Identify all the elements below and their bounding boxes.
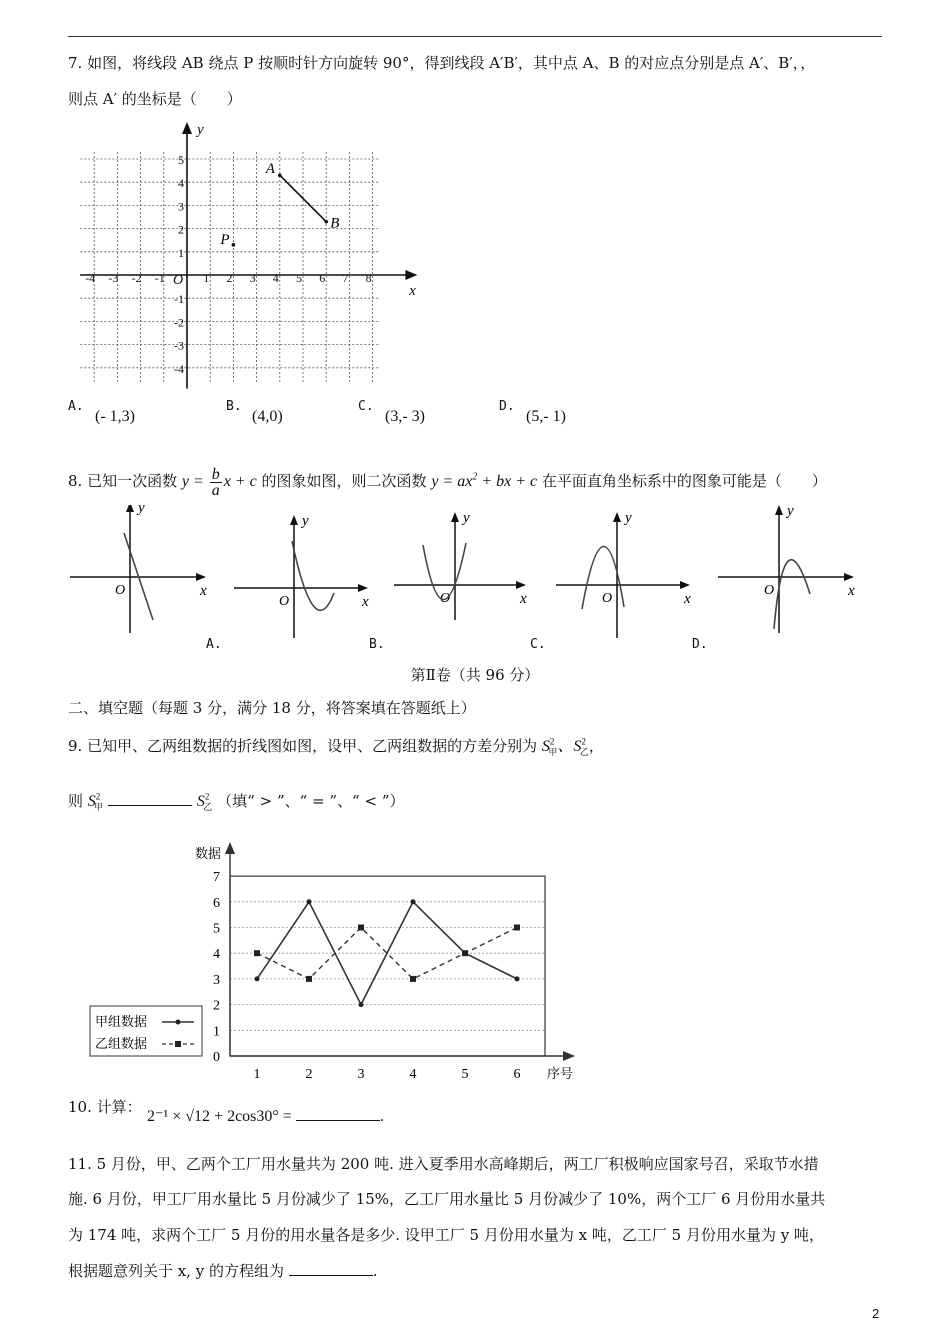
q8-function-curve bbox=[292, 541, 334, 610]
chart-y-arrow bbox=[225, 842, 235, 854]
q7-option-a-value: (- 1,3) bbox=[95, 408, 135, 425]
section-title: 第Ⅱ卷（共 96 分） bbox=[410, 666, 540, 684]
chart-legend bbox=[90, 1006, 202, 1056]
q8-x-label: x bbox=[520, 591, 527, 607]
x-tick-label: 1 bbox=[203, 270, 210, 285]
x-tick-label: 5 bbox=[296, 270, 302, 285]
legend-label-jia: 甲组数据 bbox=[95, 1014, 148, 1029]
q8-graph-1 bbox=[234, 513, 369, 638]
q8-y-axis-arrow bbox=[126, 505, 134, 512]
x-tick-label: 2 bbox=[226, 270, 233, 285]
q8-origin-label: O bbox=[440, 591, 451, 606]
y-tick-label: 5 bbox=[178, 153, 184, 167]
q8-option-a-key: A. bbox=[206, 637, 222, 652]
series-jia-point bbox=[255, 976, 260, 981]
q9-line-chart bbox=[62, 840, 592, 1085]
x-axis-label: x bbox=[409, 283, 416, 299]
chart-y-tick: 2 bbox=[213, 998, 220, 1014]
q7-option-c-key: C. bbox=[358, 399, 374, 414]
legend-marker-yi bbox=[175, 1041, 181, 1047]
x-tick-label: -2 bbox=[131, 270, 142, 285]
q8-option-d-key: D. bbox=[692, 637, 708, 652]
series-jia-point bbox=[411, 899, 416, 904]
q11-answer-blank[interactable] bbox=[289, 1275, 373, 1276]
q8-y-label: y bbox=[302, 513, 309, 529]
series-yi-point bbox=[514, 925, 520, 931]
q7-line1: 7. 如图，将线段 AB 绕点 P 按顺时针方向旋转 90°，得到线段 A′B′，其中点 A、B 的对应点分别是点 A′、B′，， bbox=[68, 54, 816, 72]
q8-y-axis-arrow bbox=[290, 515, 298, 525]
series-jia-point bbox=[515, 976, 520, 981]
q8-option-b bbox=[369, 634, 385, 652]
chart-y-tick: 7 bbox=[213, 870, 220, 886]
q8-graphs-row bbox=[68, 505, 888, 655]
q7-option-b-key: B. bbox=[226, 399, 242, 414]
x-tick-label: 4 bbox=[272, 270, 279, 285]
q8-option-c bbox=[530, 634, 546, 652]
y-tick-label: 1 bbox=[178, 245, 184, 260]
point-label-p: P bbox=[220, 231, 230, 248]
q8-origin-label: O bbox=[279, 594, 290, 609]
chart-y-tick: 1 bbox=[213, 1024, 220, 1040]
q11-line4-text: 根据题意列关于 x, y 的方程组为 bbox=[68, 1262, 285, 1280]
q8-line bbox=[68, 467, 827, 498]
q8-post: 在平面直角坐标系中的图象可能是（ ） bbox=[541, 472, 827, 491]
q11-line3: 为 174 吨，求两个工厂 5 月份的用水量各是多少. 设甲工厂 5 月份用水量为 x 吨，乙工厂 5 月份用水量为 y 吨， bbox=[68, 1226, 824, 1244]
q8-origin-label: O bbox=[115, 583, 126, 598]
q8-y-label: y bbox=[787, 505, 794, 519]
q10-end: . bbox=[379, 1108, 384, 1125]
q7-option-d-value: (5,- 1) bbox=[526, 408, 566, 425]
series-yi-point bbox=[358, 925, 364, 931]
q8-graphs bbox=[68, 505, 888, 655]
chart-y-tick: 0 bbox=[213, 1050, 220, 1065]
x-tick-label: -3 bbox=[108, 270, 119, 285]
q8-x-label: x bbox=[684, 591, 691, 607]
q8-frac-num: b bbox=[211, 466, 220, 483]
q8-quadratic-func: $y = ax^2$ + bx + c bbox=[431, 471, 538, 491]
q8-frac-den: a bbox=[211, 482, 220, 499]
q8-graph-3 bbox=[556, 510, 691, 638]
y-axis-arrow bbox=[182, 122, 192, 134]
q8-x-axis-arrow bbox=[680, 581, 690, 589]
q11-end: . bbox=[372, 1262, 378, 1280]
q8-mid: 的图象如图，则二次函数 bbox=[261, 472, 432, 491]
q10-label: 10. 计算： bbox=[68, 1098, 142, 1116]
y-tick-label: -4 bbox=[174, 361, 184, 376]
chart-y-tick: 3 bbox=[213, 972, 220, 988]
q8-option-b-key: B. bbox=[369, 637, 385, 652]
chart-y-tick: 6 bbox=[213, 895, 220, 911]
q8-option-c-key: C. bbox=[530, 637, 546, 652]
q10-expression bbox=[147, 1106, 384, 1126]
q8-graph-2 bbox=[394, 510, 527, 620]
q7-option-c-value: (3,- 3) bbox=[385, 408, 425, 425]
section-2-heading: 二、填空题（每题 3 分，满分 18 分，将答案填在答题纸上） bbox=[68, 699, 476, 717]
q8-origin-label: O bbox=[764, 583, 775, 598]
q8-graph-0 bbox=[70, 505, 207, 633]
point-p bbox=[232, 243, 236, 247]
segment-ab bbox=[280, 175, 326, 221]
chart-x-tick: 3 bbox=[357, 1067, 365, 1082]
series-yi-point bbox=[306, 976, 312, 982]
q9-line2-pre: 则 bbox=[68, 792, 84, 810]
y-axis-label: y bbox=[197, 122, 204, 138]
q8-option-a bbox=[206, 634, 222, 652]
q11-line1: 11. 5 月份，甲、乙两个工厂用水量共为 200 吨. 进入夏季用水高峰期后，两工厂积极响应国家号召，采取节水措 bbox=[68, 1155, 819, 1173]
page-number: 2 bbox=[872, 1306, 880, 1321]
y-tick-label: 3 bbox=[178, 199, 184, 214]
q8-y-label: y bbox=[138, 505, 145, 516]
q9-s-yi: $S^2_乙$ bbox=[196, 791, 213, 813]
series-yi-point bbox=[462, 950, 468, 956]
chart-y-tick: 4 bbox=[213, 947, 220, 963]
y-tick-label: -1 bbox=[174, 292, 184, 307]
y-tick-label: 4 bbox=[178, 176, 184, 191]
q8-y-axis-arrow bbox=[613, 512, 621, 522]
series-yi-point bbox=[410, 976, 416, 982]
q8-y-label: y bbox=[463, 510, 470, 526]
q9-s-jia: $S^2_甲$ bbox=[87, 791, 104, 813]
legend-label-yi: 乙组数据 bbox=[95, 1036, 148, 1051]
x-tick-label: -4 bbox=[85, 270, 96, 285]
y-tick-label: -2 bbox=[174, 315, 184, 330]
q7-coordinate-grid bbox=[75, 120, 420, 390]
q8-x-label: x bbox=[848, 583, 855, 599]
q8-origin-label: O bbox=[602, 591, 613, 606]
point-a bbox=[278, 173, 282, 177]
q11-line2: 施. 6 月份，甲工厂用水量比 5 月份减少了 15%，乙工厂用水量比 5 月份减少了 10%，两个工厂 6 月份用水量共 bbox=[68, 1190, 826, 1208]
chart-y-tick: 5 bbox=[213, 921, 220, 937]
q8-x-axis-arrow bbox=[196, 573, 206, 581]
series-yi-point bbox=[254, 950, 260, 956]
chart-x-arrow bbox=[563, 1051, 575, 1061]
q9-line1: 9. 已知甲、乙两组数据的折线图如图，设甲、乙两组数据的方差分别为 $S^2_甲$、$S^2_乙$， bbox=[68, 736, 604, 758]
q8-y-label: y bbox=[625, 510, 632, 526]
header-rule bbox=[68, 36, 882, 37]
x-tick-label: 6 bbox=[319, 270, 326, 285]
q8-x-label: x bbox=[200, 583, 207, 599]
chart-x-tick: 6 bbox=[513, 1067, 521, 1082]
q7-option-a-key: A. bbox=[68, 399, 84, 414]
q8-graph-4 bbox=[718, 505, 855, 633]
legend-marker-jia bbox=[176, 1020, 181, 1025]
q9-line2 bbox=[68, 790, 405, 813]
q7-line2: 则点 A′ 的坐标是（ ） bbox=[68, 90, 242, 108]
q10-expr: 2⁻¹ × √12 + 2cos30° = bbox=[147, 1108, 292, 1125]
x-tick-label: -1 bbox=[154, 270, 165, 285]
x-axis-arrow bbox=[405, 270, 417, 280]
q7-option-d-key: D. bbox=[499, 399, 515, 414]
chart-x-tick: 4 bbox=[409, 1067, 417, 1082]
x-tick-label: 3 bbox=[249, 270, 256, 285]
q8-y-axis-arrow bbox=[451, 512, 459, 522]
origin-label: O bbox=[173, 273, 184, 288]
q8-x-axis-arrow bbox=[516, 581, 526, 589]
chart-x-tick: 2 bbox=[305, 1067, 313, 1082]
point-b bbox=[324, 220, 328, 224]
q8-y-axis-arrow bbox=[775, 505, 783, 515]
q9-line1-text: 9. 已知甲、乙两组数据的折线图如图，设甲、乙两组数据的方差分别为 bbox=[68, 737, 538, 755]
q8-option-d bbox=[692, 634, 708, 652]
series-jia-point bbox=[359, 1002, 364, 1007]
point-label-b: B bbox=[330, 215, 340, 232]
series-jia-point bbox=[307, 899, 312, 904]
q8-x-axis-arrow bbox=[844, 573, 854, 581]
x-tick-label: 7 bbox=[342, 270, 349, 285]
q9-answer-blank[interactable] bbox=[108, 805, 192, 806]
chart-x-tick: 1 bbox=[253, 1067, 261, 1082]
q10-answer-blank[interactable] bbox=[296, 1120, 380, 1121]
chart-x-label: 序号 bbox=[546, 1066, 574, 1081]
chart-y-label: 数据 bbox=[194, 846, 222, 861]
q8-x-axis-arrow bbox=[358, 584, 368, 592]
q8-x-label: x bbox=[362, 594, 369, 610]
chart-x-tick: 5 bbox=[461, 1067, 469, 1082]
point-label-a: A bbox=[265, 161, 275, 178]
x-tick-label: 8 bbox=[365, 270, 372, 285]
q8-linear-func: y = $\frac{b}{a}$ x + c bbox=[181, 466, 257, 499]
q9-line2-post: （填“ > ”、“ = ”、“ < ”） bbox=[217, 792, 405, 810]
q8-pre: 8. 已知一次函数 bbox=[68, 472, 182, 491]
q11-line4 bbox=[68, 1260, 378, 1281]
chart-plot-frame bbox=[230, 876, 545, 1056]
y-tick-label: -3 bbox=[174, 338, 184, 353]
y-tick-label: 2 bbox=[178, 222, 184, 237]
q7-option-b-value: (4,0) bbox=[252, 408, 283, 425]
q9-variance-symbols: $S^2_甲$、$S^2_乙$ bbox=[541, 736, 589, 758]
